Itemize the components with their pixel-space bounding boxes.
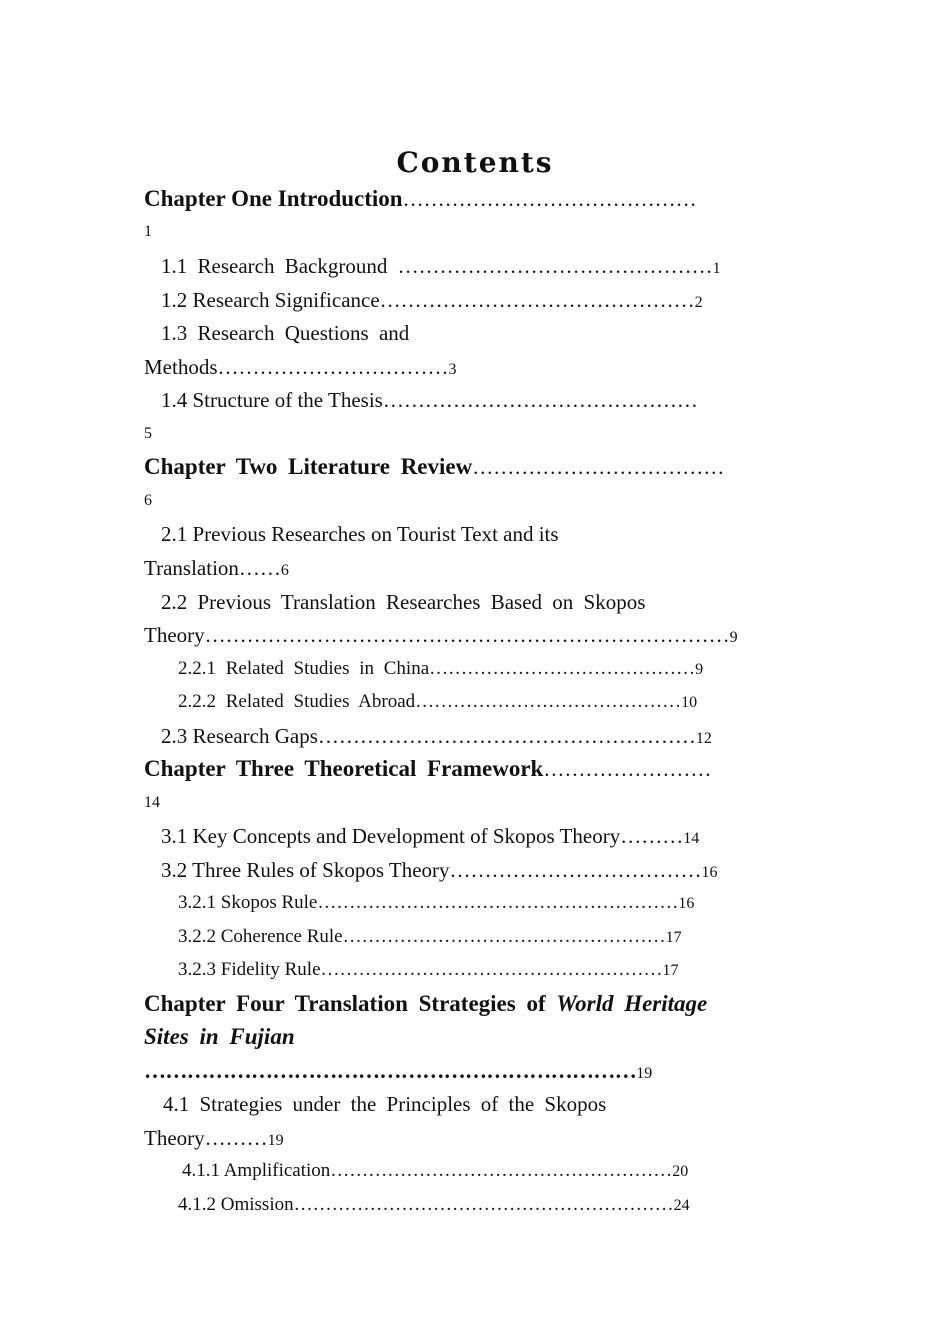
entry-title: 2.2.2 Related Studies Abroad xyxy=(178,691,416,712)
toc-entry-2-2-1[interactable] xyxy=(178,656,703,683)
entry-title: 2.2 Previous Translation Researches Based on Skopos xyxy=(161,590,646,614)
toc-entry-1-1[interactable] xyxy=(161,253,721,282)
toc-entry-2-2-2[interactable] xyxy=(178,689,697,716)
page-number: 14 xyxy=(683,830,700,847)
page-number: 3 xyxy=(448,361,457,378)
page-number: 2 xyxy=(694,294,703,311)
page-number: 17 xyxy=(665,929,682,946)
page-number: 6 xyxy=(280,562,289,579)
toc-entry-3-2[interactable] xyxy=(161,857,718,886)
toc-entry-2-2-continued[interactable] xyxy=(144,622,738,651)
toc-entry-1-4[interactable] xyxy=(161,387,698,413)
entry-title: 2.2.1 Related Studies in China xyxy=(178,658,430,679)
leader-dots: …………………………………… xyxy=(402,187,697,211)
entry-title: 1.1 Research Background xyxy=(161,254,388,278)
leader-dots: ……………………………… xyxy=(472,455,725,479)
entry-title: Methods xyxy=(144,355,218,379)
toc-entry-chapter-four-leader[interactable] xyxy=(144,1058,652,1087)
toc-entry-chapter-three[interactable] xyxy=(144,756,711,782)
entry-title: 4.1.1 Amplification xyxy=(182,1160,331,1181)
entry-title: 1.3 Research Questions and xyxy=(161,321,410,345)
toc-entry-2-1-continued[interactable] xyxy=(144,555,289,584)
leader-dots: …………………………………… xyxy=(415,691,682,712)
page-number: 6 xyxy=(144,492,152,509)
toc-entry-2-2[interactable] xyxy=(161,589,645,615)
toc-entry-4-1-continued[interactable] xyxy=(144,1125,284,1154)
entry-title: 2.1 Previous Researches on Tourist Text and its xyxy=(161,522,559,546)
entry-title: Translation xyxy=(144,556,239,580)
page-number: 17 xyxy=(662,962,679,979)
page-number: 1 xyxy=(712,260,721,277)
leader-dots: ……………………………………… xyxy=(397,254,713,278)
toc-entry-4-1[interactable] xyxy=(163,1091,606,1117)
entry-title: 3.2.1 Skopos Rule xyxy=(178,892,318,913)
page-number: 10 xyxy=(681,694,698,711)
page-number: 19 xyxy=(636,1065,653,1082)
page-number: 19 xyxy=(267,1132,284,1149)
toc-entry-3-1[interactable] xyxy=(161,823,699,852)
leader-dots: ……………………………………………… xyxy=(317,724,696,748)
page-number: 9 xyxy=(729,629,738,646)
leader-dots: …………………………………………………… xyxy=(293,1194,674,1215)
entry-title: 4.1 Strategies under the Principles of the Skopos xyxy=(163,1092,607,1116)
toc-entry-chapter-four-continued[interactable] xyxy=(144,1024,295,1050)
leader-dots: ……… xyxy=(204,1126,268,1150)
leader-dots: ……………………………………… xyxy=(382,388,698,412)
toc-entry-3-2-1[interactable] xyxy=(178,890,694,917)
toc-entry-chapter-four[interactable] xyxy=(144,991,707,1017)
toc-entry-chapter-two[interactable] xyxy=(144,454,724,480)
page-number: 16 xyxy=(701,864,718,881)
entry-title: 3.2 Three Rules of Skopos Theory xyxy=(161,858,450,882)
page-number: 16 xyxy=(678,895,695,912)
toc-entry-4-1-2[interactable] xyxy=(178,1192,690,1219)
toc-entry-1-3-continued[interactable] xyxy=(144,354,457,383)
leader-dots: …………………………………… xyxy=(429,658,696,679)
entry-title: Chapter Three Theoretical Framework xyxy=(144,756,544,781)
leader-dots: ……………………………………………… xyxy=(330,1160,673,1181)
entry-title: 1.4 Structure of the Thesis xyxy=(161,388,383,412)
toc-entry-2-1[interactable] xyxy=(161,521,559,547)
toc-entry-1-3[interactable] xyxy=(161,320,409,346)
toc-entry-1-2[interactable] xyxy=(161,287,703,316)
entry-title: Theory xyxy=(144,1126,205,1150)
page-number: 5 xyxy=(144,425,152,442)
page-number: 12 xyxy=(695,730,712,747)
entry-title: 4.1.2 Omission xyxy=(178,1194,294,1215)
entry-title: Chapter Two Literature Review xyxy=(144,454,473,479)
leader-dots: ………………………………………………… xyxy=(317,892,679,913)
entry-title: 3.1 Key Concepts and Development of Skopos Theory xyxy=(161,824,621,848)
entry-title: 3.2.2 Coherence Rule xyxy=(178,926,343,947)
entry-title: Chapter One Introduction xyxy=(144,186,403,211)
leader-dots: ………………………………………………………………… xyxy=(204,623,730,647)
toc-entry-2-3[interactable] xyxy=(161,723,712,752)
entry-title: 1.2 Research Significance xyxy=(161,288,380,312)
entry-title: 2.3 Research Gaps xyxy=(161,724,318,748)
leader-dots: ……………………………………… xyxy=(379,288,695,312)
toc-heading: Contents xyxy=(396,146,554,179)
leader-dots: ……………………………………………… xyxy=(320,959,663,980)
page-number: 1 xyxy=(144,223,152,240)
entry-title: 3.2.3 Fidelity Rule xyxy=(178,959,321,980)
entry-title: Theory xyxy=(144,623,205,647)
toc-entry-chapter-one[interactable] xyxy=(144,186,697,212)
leader-dots: ……………………………… xyxy=(449,858,702,882)
toc-entry-4-1-1[interactable] xyxy=(182,1158,688,1185)
leader-dots: …………………………………………………………… xyxy=(144,1058,637,1083)
leader-dots: ……… xyxy=(620,824,684,848)
leader-dots: …………………………………………… xyxy=(342,926,666,947)
entry-title-italic: World Heritage xyxy=(556,991,708,1016)
page-number: 20 xyxy=(672,1163,689,1180)
entry-title-italic: Sites in Fujian xyxy=(144,1024,295,1049)
page-number: 24 xyxy=(673,1197,690,1214)
page-number: 9 xyxy=(695,661,704,678)
toc-entry-3-2-3[interactable] xyxy=(178,957,679,984)
entry-title: Chapter Four Translation Strategies of xyxy=(144,991,557,1016)
leader-dots: …………………… xyxy=(543,757,712,781)
page-number: 14 xyxy=(144,794,160,811)
toc-entry-3-2-2[interactable] xyxy=(178,924,682,951)
leader-dots: …… xyxy=(238,556,281,580)
leader-dots: …………………………… xyxy=(217,355,449,379)
